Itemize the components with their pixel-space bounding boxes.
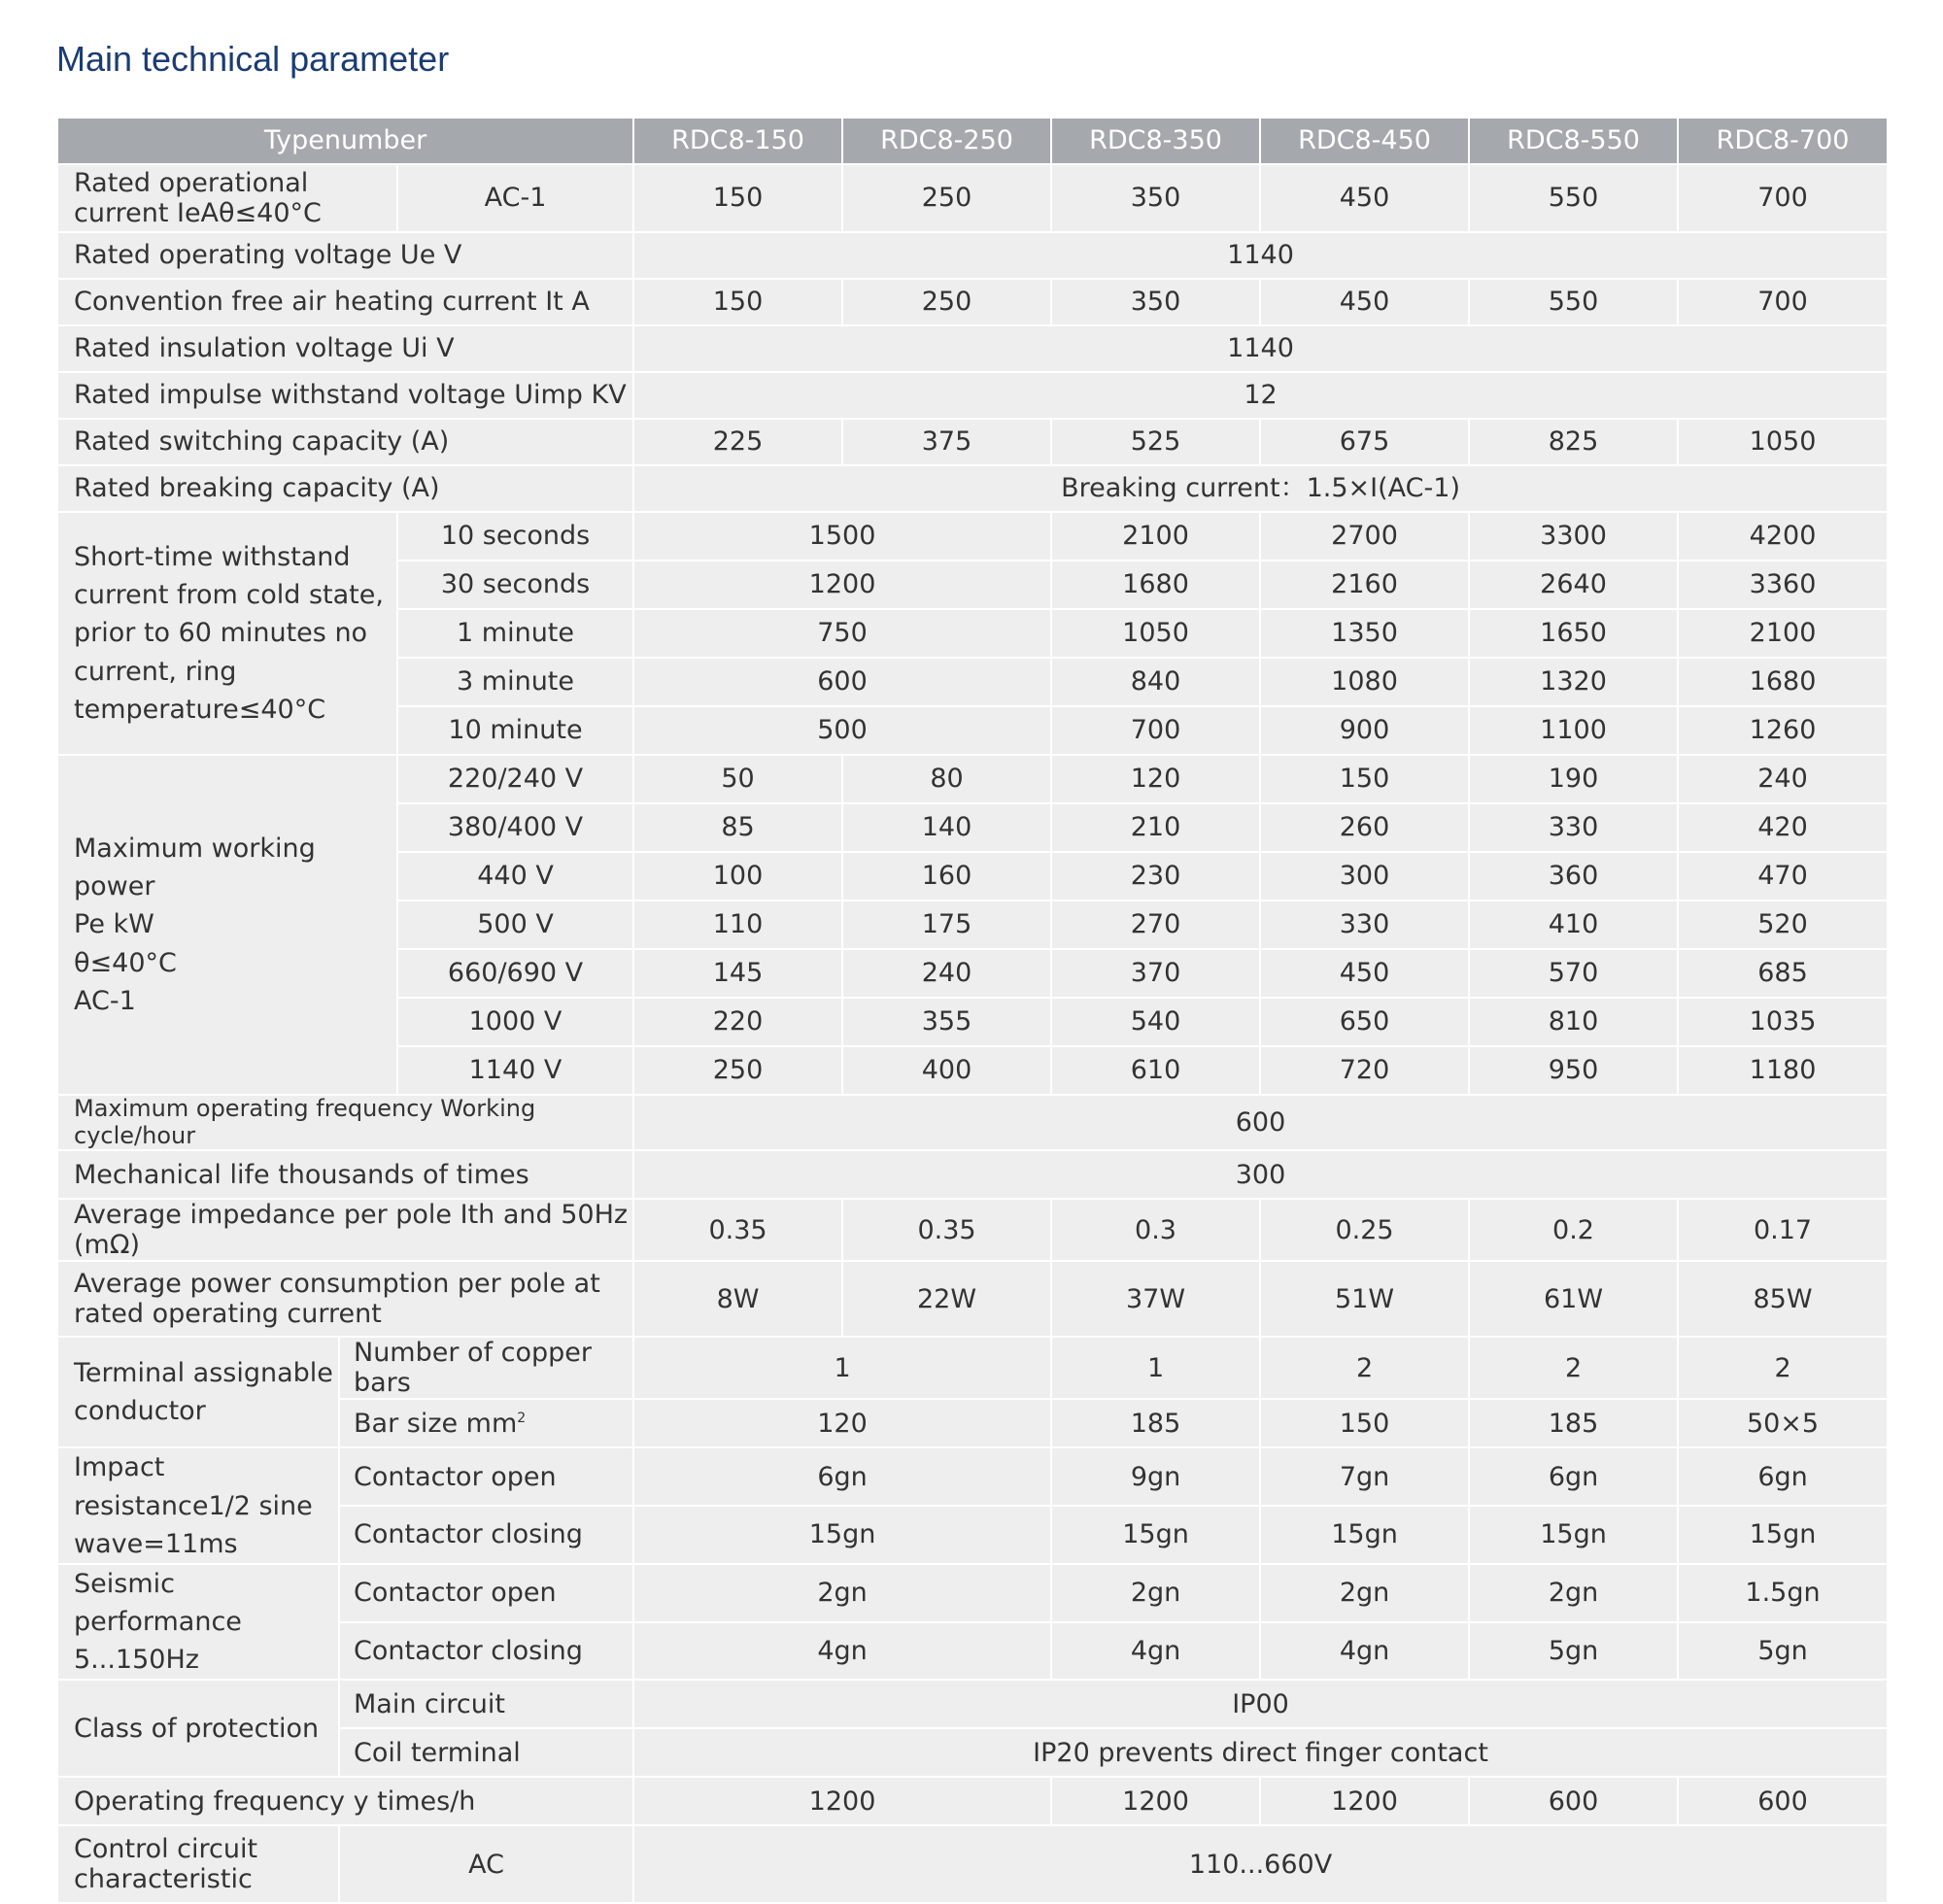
label-line: Maximum working bbox=[74, 833, 316, 865]
value-cell: IP20 prevents direct finger contact bbox=[633, 1728, 1888, 1777]
value-cell: 2 bbox=[1678, 1337, 1888, 1399]
value-cell: 1035 bbox=[1678, 998, 1888, 1046]
value-cell: 37W bbox=[1051, 1261, 1260, 1337]
control-row bbox=[57, 1825, 1888, 1903]
value-cell: 1500 bbox=[633, 512, 1051, 561]
value-cell: 650 bbox=[1260, 998, 1469, 1046]
value-cell: 150 bbox=[633, 279, 842, 325]
sub-label: Contactor open bbox=[339, 1447, 633, 1506]
value-cell: 700 bbox=[1678, 164, 1888, 232]
value-cell: 2100 bbox=[1051, 512, 1260, 561]
category-cell: AC-1 bbox=[397, 164, 633, 232]
value-cell: 2 bbox=[1469, 1337, 1678, 1399]
value-cell: 250 bbox=[633, 1046, 842, 1095]
value-cell: 600 bbox=[633, 658, 1051, 706]
value-cell: 225 bbox=[633, 419, 842, 465]
sub-label: 1 minute bbox=[397, 609, 633, 658]
value-cell: 330 bbox=[1260, 901, 1469, 949]
value-cell: 80 bbox=[842, 755, 1051, 803]
short-time-label: Short-time withstand current from cold state, prior to 60 minutes no current, ring temperature≤40°C bbox=[57, 512, 397, 755]
value-cell: 185 bbox=[1051, 1399, 1260, 1447]
value-cell: 3360 bbox=[1678, 561, 1888, 609]
row-label: Rated breaking capacity (A) bbox=[57, 465, 633, 512]
value-cell: 1680 bbox=[1051, 561, 1260, 609]
value-cell: 2gn bbox=[1469, 1564, 1678, 1622]
value-cell: 1140 bbox=[633, 325, 1888, 372]
breaking-row bbox=[57, 465, 1888, 512]
value-cell: 1140 bbox=[633, 232, 1888, 279]
value-cell: 1180 bbox=[1678, 1046, 1888, 1095]
value-cell: 1050 bbox=[1051, 609, 1260, 658]
value-cell: 400 bbox=[842, 1046, 1051, 1095]
row-label: Rated operating voltage Ue V bbox=[57, 232, 633, 279]
sub-label: Contactor closing bbox=[339, 1506, 633, 1564]
impact-label: Impact resistance1/2 sine wave=11ms bbox=[57, 1447, 339, 1563]
value-cell: 1200 bbox=[1260, 1777, 1469, 1825]
impulse-row bbox=[57, 372, 1888, 419]
value-cell: 550 bbox=[1469, 164, 1678, 232]
power-consumption-row bbox=[57, 1261, 1888, 1337]
label-line: power bbox=[74, 871, 155, 902]
value-cell: 145 bbox=[633, 949, 842, 998]
value-cell: 550 bbox=[1469, 279, 1678, 325]
value-cell: 230 bbox=[1051, 852, 1260, 901]
value-cell: 825 bbox=[1469, 419, 1678, 465]
value-cell: 4gn bbox=[633, 1622, 1051, 1681]
value-cell: 1350 bbox=[1260, 609, 1469, 658]
seismic-label: Seismic performance 5...150Hz bbox=[57, 1564, 339, 1680]
value-cell: 2 bbox=[1260, 1337, 1469, 1399]
value-cell: 1650 bbox=[1469, 609, 1678, 658]
sub-label: 3 minute bbox=[397, 658, 633, 706]
sub-label: Main circuit bbox=[339, 1680, 633, 1728]
row-label: Rated insulation voltage Ui V bbox=[57, 325, 633, 372]
value-cell: 330 bbox=[1469, 803, 1678, 852]
value-cell: 720 bbox=[1260, 1046, 1469, 1095]
value-cell: 150 bbox=[1260, 1399, 1469, 1447]
value-cell: 2gn bbox=[1260, 1564, 1469, 1622]
value-cell: 570 bbox=[1469, 949, 1678, 998]
value-cell: 190 bbox=[1469, 755, 1678, 803]
value-cell: 600 bbox=[633, 1095, 1888, 1150]
mech-life-row bbox=[57, 1150, 1888, 1199]
value-cell: 750 bbox=[633, 609, 1051, 658]
value-cell: 540 bbox=[1051, 998, 1260, 1046]
value-cell: 0.3 bbox=[1051, 1199, 1260, 1261]
sub-label-text: Bar size mm bbox=[354, 1408, 518, 1439]
value-cell: 85W bbox=[1678, 1261, 1888, 1337]
row-label: Average impedance per pole Ith and 50Hz (mΩ) bbox=[57, 1199, 633, 1261]
value-cell: 110...660V bbox=[633, 1825, 1888, 1903]
value-cell: 120 bbox=[1051, 755, 1260, 803]
value-cell: 1.5gn bbox=[1678, 1564, 1888, 1622]
row-label: Operating frequency y times/h bbox=[57, 1777, 633, 1825]
value-cell: 355 bbox=[842, 998, 1051, 1046]
value-cell: 1200 bbox=[633, 1777, 1051, 1825]
value-cell: 1680 bbox=[1678, 658, 1888, 706]
value-cell: 22W bbox=[842, 1261, 1051, 1337]
value-cell: 175 bbox=[842, 901, 1051, 949]
value-cell: 0.25 bbox=[1260, 1199, 1469, 1261]
value-cell: 1200 bbox=[1051, 1777, 1260, 1825]
sub-label: 1140 V bbox=[397, 1046, 633, 1095]
sub-label: 440 V bbox=[397, 852, 633, 901]
value-cell: 840 bbox=[1051, 658, 1260, 706]
value-cell: 270 bbox=[1051, 901, 1260, 949]
value-cell: 300 bbox=[1260, 852, 1469, 901]
value-cell: 470 bbox=[1678, 852, 1888, 901]
value-cell: 140 bbox=[842, 803, 1051, 852]
max-power-label bbox=[57, 755, 397, 1095]
value-cell: 675 bbox=[1260, 419, 1469, 465]
value-cell: 240 bbox=[842, 949, 1051, 998]
value-cell: 51W bbox=[1260, 1261, 1469, 1337]
rated-current-row bbox=[57, 164, 1888, 232]
value-cell: 100 bbox=[633, 852, 842, 901]
value-cell: 0.35 bbox=[633, 1199, 842, 1261]
value-cell: 685 bbox=[1678, 949, 1888, 998]
value-cell: 4200 bbox=[1678, 512, 1888, 561]
value-cell: 450 bbox=[1260, 279, 1469, 325]
sub-label: Coil terminal bbox=[339, 1728, 633, 1777]
value-cell: 370 bbox=[1051, 949, 1260, 998]
insulation-row bbox=[57, 325, 1888, 372]
value-cell: 1200 bbox=[633, 561, 1051, 609]
value-cell: IP00 bbox=[633, 1680, 1888, 1728]
value-cell: 5gn bbox=[1469, 1622, 1678, 1681]
value-cell: 525 bbox=[1051, 419, 1260, 465]
value-cell: 160 bbox=[842, 852, 1051, 901]
page-title: Main technical parameter bbox=[56, 39, 450, 79]
sub-label: Number of copper bars bbox=[339, 1337, 633, 1399]
value-cell: 700 bbox=[1051, 706, 1260, 755]
value-cell: 2100 bbox=[1678, 609, 1888, 658]
value-cell: 0.2 bbox=[1469, 1199, 1678, 1261]
value-cell: 360 bbox=[1469, 852, 1678, 901]
row-label: Maximum operating frequency Working cycle/hour bbox=[57, 1095, 633, 1150]
value-cell: 410 bbox=[1469, 901, 1678, 949]
value-cell: 240 bbox=[1678, 755, 1888, 803]
sub-label: 30 seconds bbox=[397, 561, 633, 609]
value-cell: 610 bbox=[1051, 1046, 1260, 1095]
header-row bbox=[57, 118, 1888, 164]
value-cell: 50×5 bbox=[1678, 1399, 1888, 1447]
value-cell: 6gn bbox=[633, 1447, 1051, 1506]
value-cell: 1100 bbox=[1469, 706, 1678, 755]
value-cell: 15gn bbox=[1469, 1506, 1678, 1564]
row-label: Control circuit characteristic bbox=[57, 1825, 339, 1903]
row-label: Rated switching capacity (A) bbox=[57, 419, 633, 465]
value-cell: 1050 bbox=[1678, 419, 1888, 465]
sub-label: 10 minute bbox=[397, 706, 633, 755]
value-cell: 8W bbox=[633, 1261, 842, 1337]
value-cell: 500 bbox=[633, 706, 1051, 755]
sub-label: 1000 V bbox=[397, 998, 633, 1046]
terminal-label: Terminal assignable conductor bbox=[57, 1337, 339, 1447]
value-cell: 2640 bbox=[1469, 561, 1678, 609]
superscript: 2 bbox=[517, 1410, 527, 1426]
sub-label: 380/400 V bbox=[397, 803, 633, 852]
protection-row bbox=[57, 1680, 1888, 1728]
value-cell: 15gn bbox=[1678, 1506, 1888, 1564]
category-cell: AC bbox=[339, 1825, 633, 1903]
op-frequency-row bbox=[57, 1777, 1888, 1825]
value-cell: 120 bbox=[633, 1399, 1051, 1447]
value-cell: 450 bbox=[1260, 949, 1469, 998]
value-cell: 9gn bbox=[1051, 1447, 1260, 1506]
value-cell: 250 bbox=[842, 279, 1051, 325]
label-line: AC-1 bbox=[74, 985, 136, 1016]
value-cell: 420 bbox=[1678, 803, 1888, 852]
value-cell: 150 bbox=[1260, 755, 1469, 803]
value-cell: 210 bbox=[1051, 803, 1260, 852]
model-header: RDC8-350 bbox=[1051, 118, 1260, 164]
value-cell: 950 bbox=[1469, 1046, 1678, 1095]
value-cell: 6gn bbox=[1469, 1447, 1678, 1506]
short-time-row bbox=[57, 512, 1888, 561]
value-cell: 1080 bbox=[1260, 658, 1469, 706]
model-header: RDC8-550 bbox=[1469, 118, 1678, 164]
value-cell: 450 bbox=[1260, 164, 1469, 232]
value-cell: 15gn bbox=[1260, 1506, 1469, 1564]
value-cell: 600 bbox=[1469, 1777, 1678, 1825]
sub-label: 660/690 V bbox=[397, 949, 633, 998]
protection-label: Class of protection bbox=[57, 1680, 339, 1777]
model-header: RDC8-700 bbox=[1678, 118, 1888, 164]
value-cell: 810 bbox=[1469, 998, 1678, 1046]
row-label: Rated operational current IeAθ≤40°C bbox=[57, 164, 397, 232]
value-cell: 50 bbox=[633, 755, 842, 803]
value-cell: 15gn bbox=[1051, 1506, 1260, 1564]
sub-label: 220/240 V bbox=[397, 755, 633, 803]
power-row bbox=[57, 755, 1888, 803]
sub-label bbox=[339, 1399, 633, 1447]
seismic-row bbox=[57, 1564, 1888, 1622]
switching-row bbox=[57, 419, 1888, 465]
value-cell: 900 bbox=[1260, 706, 1469, 755]
value-cell: 61W bbox=[1469, 1261, 1678, 1337]
value-cell: 250 bbox=[842, 164, 1051, 232]
value-cell: 260 bbox=[1260, 803, 1469, 852]
sub-label: 10 seconds bbox=[397, 512, 633, 561]
value-cell: 3300 bbox=[1469, 512, 1678, 561]
value-cell: 1 bbox=[633, 1337, 1051, 1399]
rated-voltage-row bbox=[57, 232, 1888, 279]
value-cell: 6gn bbox=[1678, 1447, 1888, 1506]
row-label: Convention free air heating current It A bbox=[57, 279, 633, 325]
terminal-row bbox=[57, 1337, 1888, 1399]
value-cell: 1260 bbox=[1678, 706, 1888, 755]
model-header: RDC8-250 bbox=[842, 118, 1051, 164]
value-cell: 375 bbox=[842, 419, 1051, 465]
value-cell: 12 bbox=[633, 372, 1888, 419]
impact-row bbox=[57, 1447, 1888, 1506]
row-label: Average power consumption per pole at rated operating current bbox=[57, 1261, 633, 1337]
sub-label: Contactor closing bbox=[339, 1622, 633, 1681]
value-cell: 7gn bbox=[1260, 1447, 1469, 1506]
value-cell: 600 bbox=[1678, 1777, 1888, 1825]
value-cell: 220 bbox=[633, 998, 842, 1046]
value-cell: 1 bbox=[1051, 1337, 1260, 1399]
label-line: Pe kW bbox=[74, 909, 154, 940]
value-cell: 300 bbox=[633, 1150, 1888, 1199]
value-cell: 520 bbox=[1678, 901, 1888, 949]
impedance-row bbox=[57, 1199, 1888, 1261]
value-cell: 150 bbox=[633, 164, 842, 232]
value-cell: 185 bbox=[1469, 1399, 1678, 1447]
value-cell: 85 bbox=[633, 803, 842, 852]
value-cell: 2700 bbox=[1260, 512, 1469, 561]
value-cell: 1320 bbox=[1469, 658, 1678, 706]
model-header: RDC8-450 bbox=[1260, 118, 1469, 164]
value-cell: 0.17 bbox=[1678, 1199, 1888, 1261]
free-air-row bbox=[57, 279, 1888, 325]
value-cell: Breaking current：1.5×I(AC-1) bbox=[633, 465, 1888, 512]
row-label: Rated impulse withstand voltage Uimp KV bbox=[57, 372, 633, 419]
sub-label: Contactor open bbox=[339, 1564, 633, 1622]
value-cell: 350 bbox=[1051, 164, 1260, 232]
value-cell: 5gn bbox=[1678, 1622, 1888, 1681]
row-label: Mechanical life thousands of times bbox=[57, 1150, 633, 1199]
value-cell: 2gn bbox=[633, 1564, 1051, 1622]
value-cell: 110 bbox=[633, 901, 842, 949]
value-cell: 2160 bbox=[1260, 561, 1469, 609]
max-frequency-row bbox=[57, 1095, 1888, 1150]
parameter-table bbox=[56, 117, 1889, 1904]
label-line: θ≤40°C bbox=[74, 947, 177, 978]
typenumber-header: Typenumber bbox=[57, 118, 633, 164]
model-header: RDC8-150 bbox=[633, 118, 842, 164]
value-cell: 2gn bbox=[1051, 1564, 1260, 1622]
value-cell: 0.35 bbox=[842, 1199, 1051, 1261]
value-cell: 350 bbox=[1051, 279, 1260, 325]
value-cell: 700 bbox=[1678, 279, 1888, 325]
sub-label: 500 V bbox=[397, 901, 633, 949]
value-cell: 4gn bbox=[1260, 1622, 1469, 1681]
value-cell: 4gn bbox=[1051, 1622, 1260, 1681]
value-cell: 15gn bbox=[633, 1506, 1051, 1564]
